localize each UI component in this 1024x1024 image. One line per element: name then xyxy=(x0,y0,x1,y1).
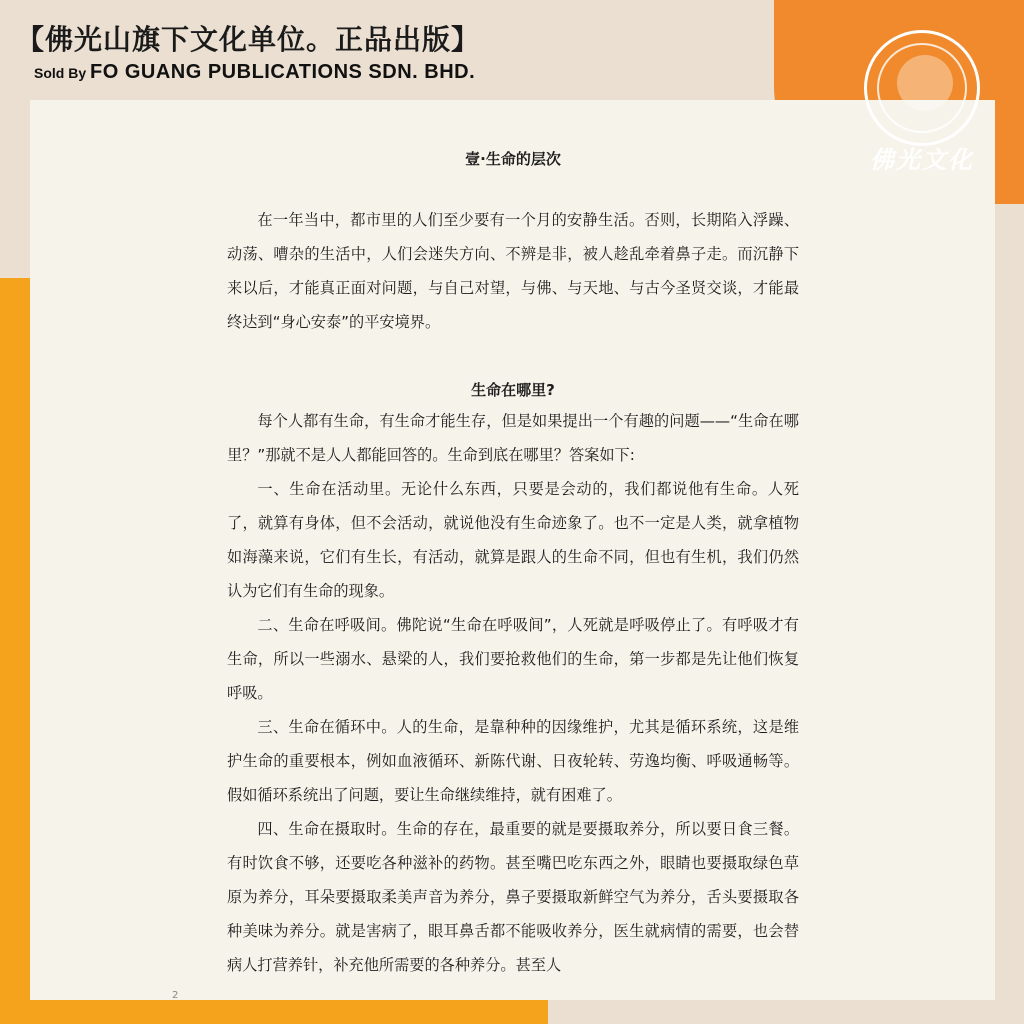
sold-by-label: Sold By xyxy=(34,65,91,81)
paragraph: 一、生命在活动里。无论什么东西，只要是会动的，我们都说他有生命。人死了，就算有身体，但不会活动，就说他没有生命迹象了。也不一定是人类，就拿植物如海藻来说，它们有生长，有活动，就算是跟人的生命不同，但也有生机，我们仍然认为它们有生命的现象。 xyxy=(227,480,799,600)
header-title: 【佛光山旗下文化单位。正品出版】 xyxy=(16,23,481,56)
paragraph: 每个人都有生命，有生命才能生存，但是如果提出一个有趣的问题——“生命在哪里？”那就不是人人都能回答的。生命到底在哪里？答案如下: xyxy=(227,412,799,464)
paragraph: 三、生命在循环中。人的生命，是靠种种的因缘维护，尤其是循环系统，这是维护生命的重要根本，例如血液循环、新陈代谢、日夜轮转、劳逸均衡、呼吸通畅等。假如循环系统出了问题，要让生命继续维持，就有困难了。 xyxy=(227,718,799,804)
circle-logo-icon xyxy=(864,30,980,146)
logo-text: 佛光文化 xyxy=(870,145,974,174)
page-content xyxy=(227,138,799,982)
paragraph: 二、生命在呼吸间。佛陀说“生命在呼吸间”，人死就是呼吸停止了。有呼吸才有生命，所以一些溺水、悬梁的人，我们要抢救他们的生命，第一步都是先让他们恢复呼吸。 xyxy=(227,616,799,702)
header-sold-by xyxy=(34,61,475,84)
paragraph: 四、生命在摄取时。生命的存在，最重要的就是要摄取养分，所以要日食三餐。有时饮食不够，还要吃各种滋补的药物。甚至嘴巴吃东西之外，眼睛也要摄取绿色草原为养分，耳朵要摄取柔美声音为养分，鼻子要摄取新鲜空气为养分，舌头要摄取各种美味为养分。就是害病了，眼耳鼻舌都不能吸收养分，医生就病情的需要，也会替病人打营养针，补充他所需要的各种养分。甚至人 xyxy=(227,820,799,974)
paragraph: 在一年当中，都市里的人们至少要有一个月的安静生活。否则，长期陷入浮躁、动荡、嘈杂的生活中，人们会迷失方向、不辨是非，被人趁乱牵着鼻子走。而沉静下来以后，才能真正面对问题，与自己对望，与佛、与天地、与古今圣贤交谈，才能最终达到“身心安泰”的平安境界。 xyxy=(227,211,799,331)
section-title: 壹·生命的层次 xyxy=(465,150,561,168)
page-number: 2 xyxy=(172,990,179,1001)
publisher-name: FO GUANG PUBLICATIONS SDN. BHD. xyxy=(90,61,476,83)
section-subtitle: 生命在哪里? xyxy=(471,381,555,399)
